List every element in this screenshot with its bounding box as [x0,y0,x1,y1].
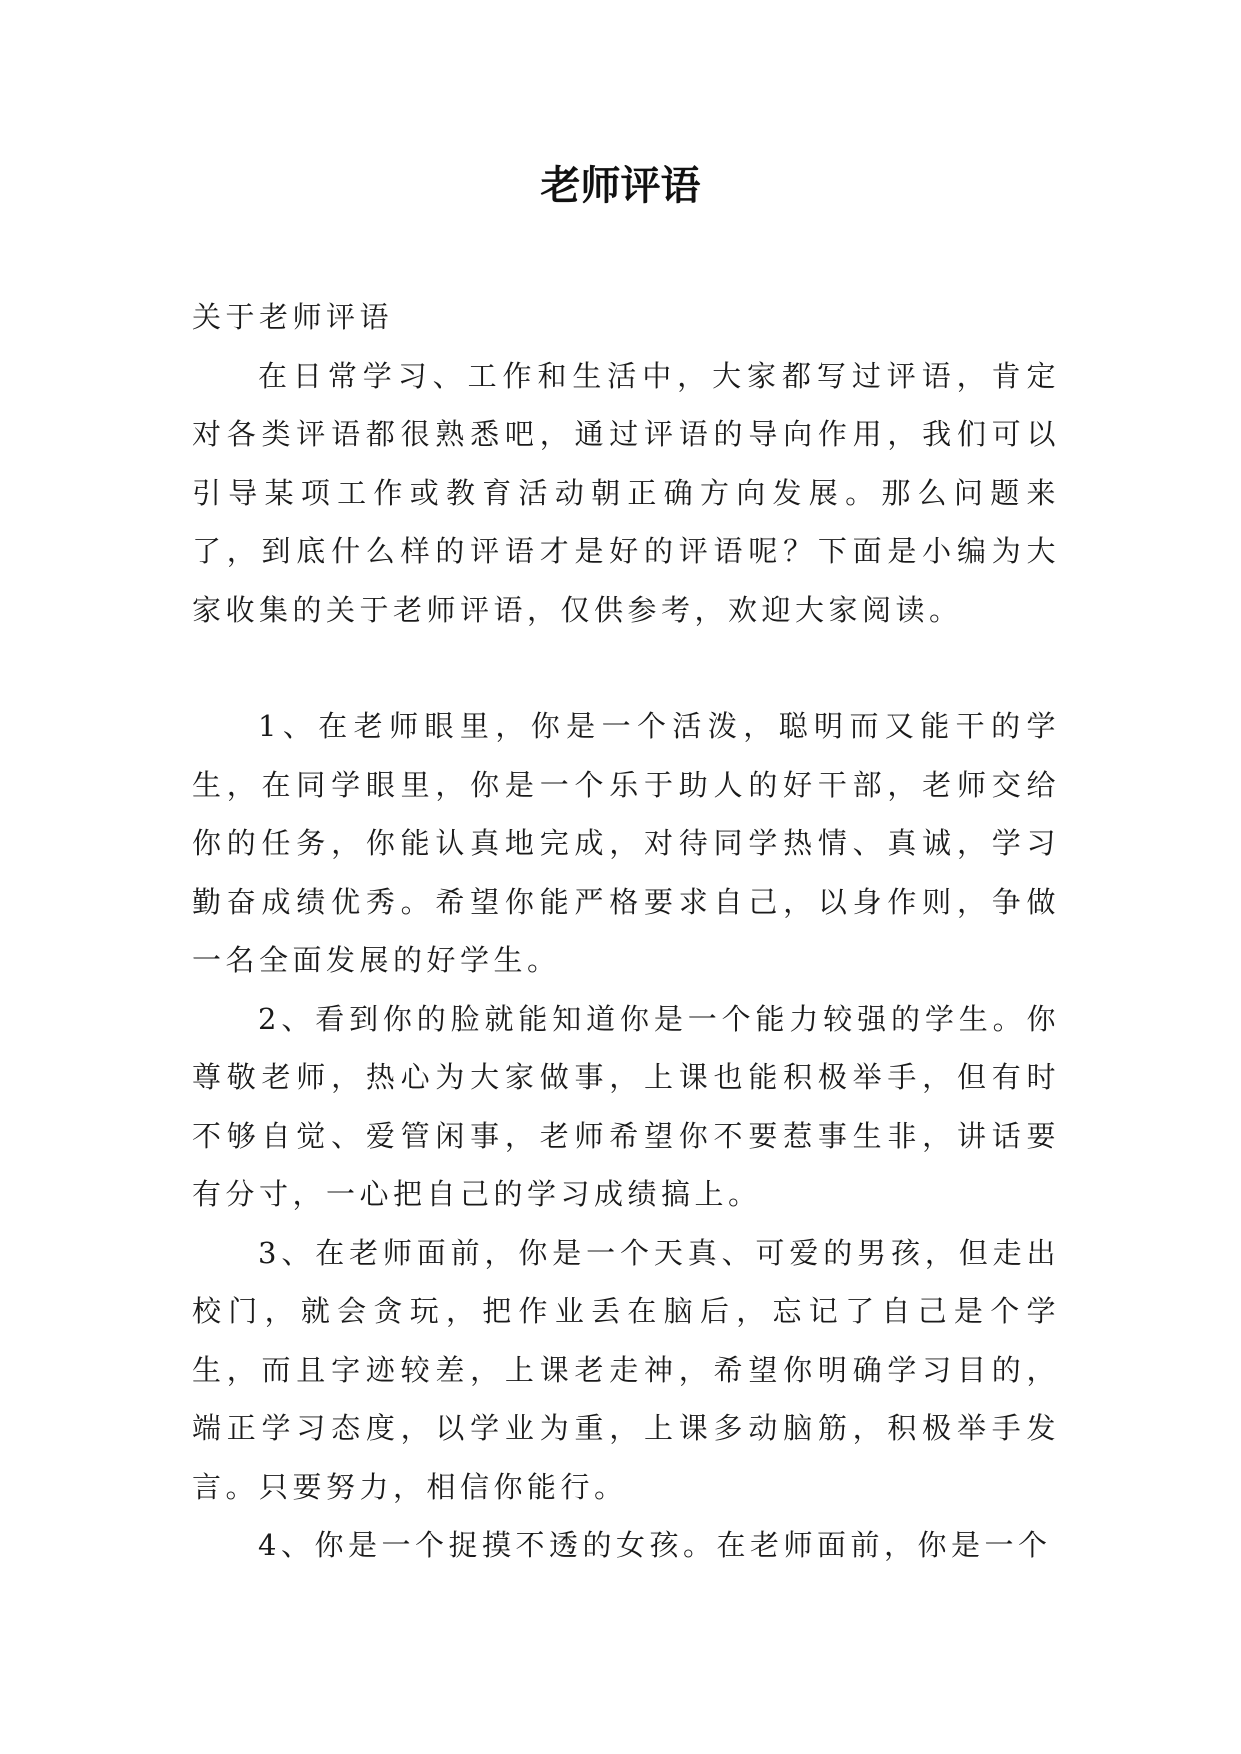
document-title: 老师评语 [540,162,701,209]
comment-item-3: 3、在老师面前，你是一个天真、可爱的男孩，但走出校门，就会贪玩，把作业丢在脑后，忘记了自己是个学生，而且字迹较差，上课老走神，希望你明确学习目的，端正学习态度，以学业为重，上课多动脑筋，积极举手发言。只要努力，相信你能行。 [192,1235,1060,1504]
comment-item-4: 4、你是一个捉摸不透的女孩。在老师面前，你是一个 [258,1528,1052,1562]
document-subtitle: 关于老师评语 [192,300,394,334]
document-body [192,288,1060,1575]
intro-paragraph: 在日常学习、工作和生活中，大家都写过评语，肯定对各类评语都很熟悉吧，通过评语的导向作用，我们可以引导某项工作或教育活动朝正确方向发展。那么问题来了，到底什么样的评语才是好的评语呢？下面是小编为大家收集的关于老师评语，仅供参考，欢迎大家阅读。 [192,358,1060,627]
comment-item-2: 2、看到你的脸就能知道你是一个能力较强的学生。你尊敬老师，热心为大家做事，上课也能积极举手，但有时不够自觉、爱管闲事，老师希望你不要惹事生非，讲话要有分寸，一心把自己的学习成绩搞上。 [192,1001,1060,1211]
comment-item-1: 1、在老师眼里，你是一个活泼，聪明而又能干的学生，在同学眼里，你是一个乐于助人的好干部，老师交给你的任务，你能认真地完成，对待同学热情、真诚，学习勤奋成绩优秀。希望你能严格要求自己，以身作则，争做一名全面发展的好学生。 [192,709,1060,977]
paragraph-gap [192,639,1060,697]
